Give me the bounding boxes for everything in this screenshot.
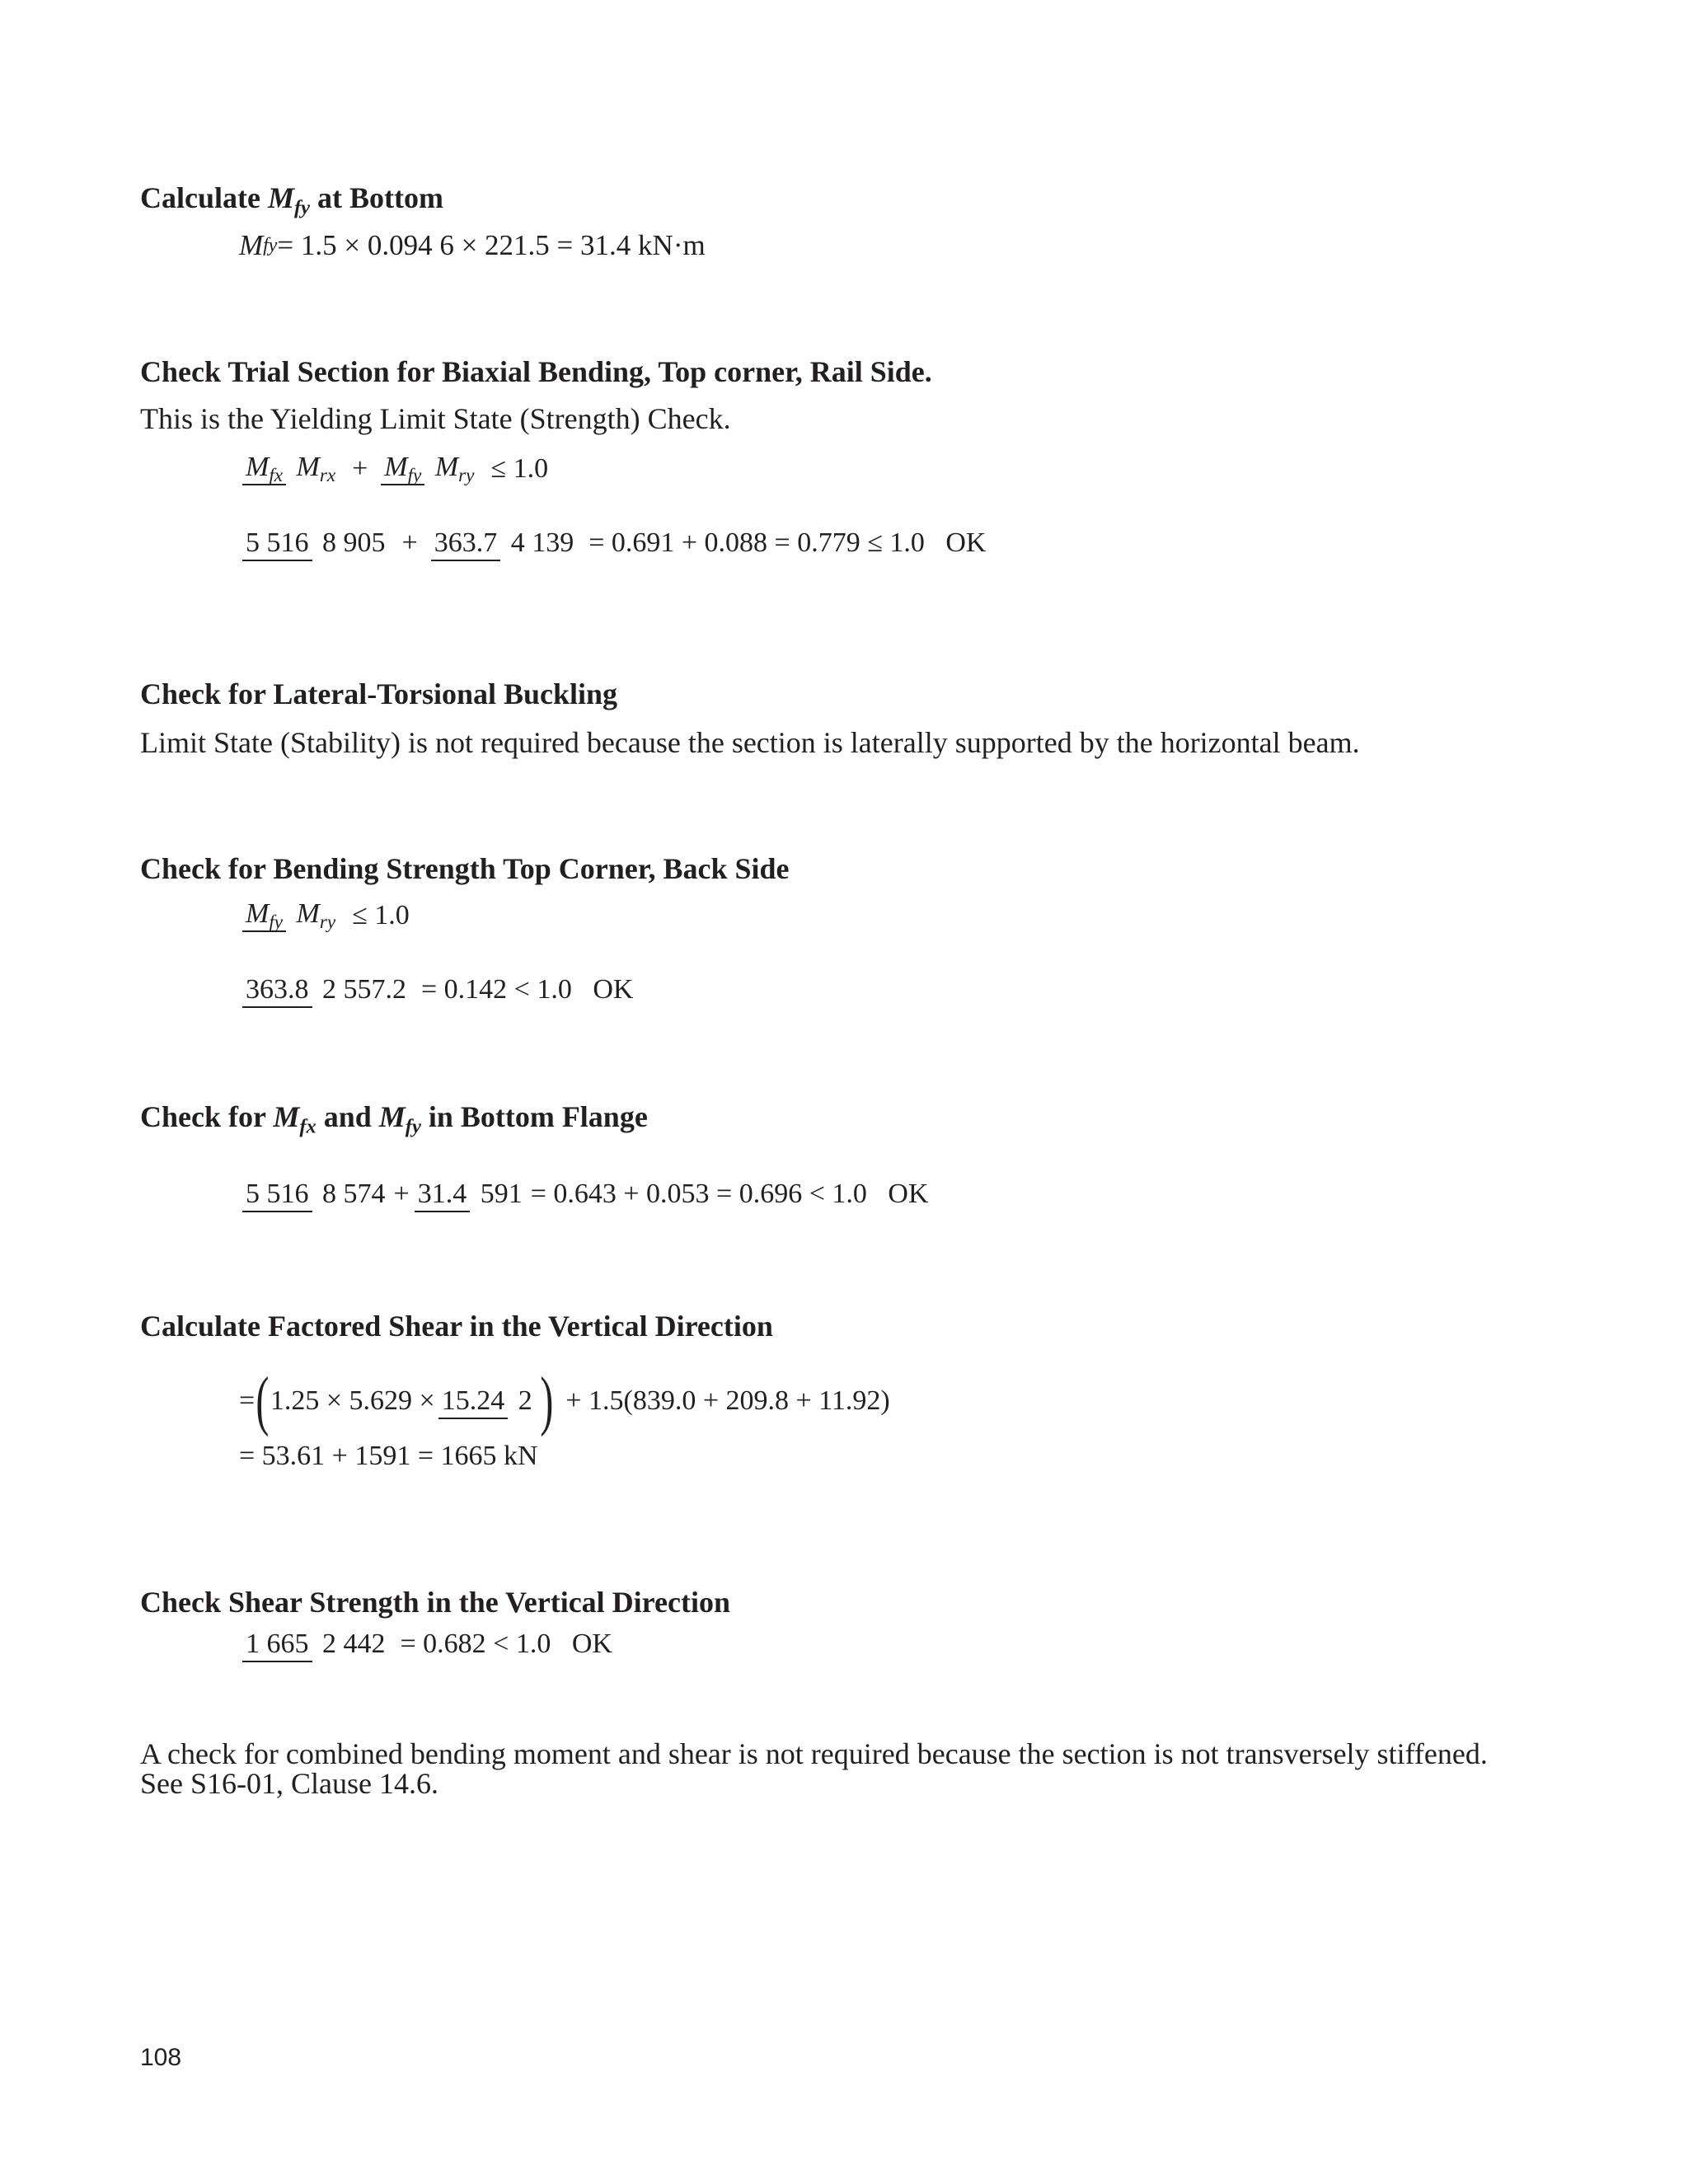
fraction-mfy-mry (381, 452, 477, 485)
symbol-M: M (246, 452, 270, 482)
symbol-M: M (273, 1100, 300, 1133)
symbol-M: M (239, 229, 264, 261)
fraction-314-591 (415, 1179, 526, 1210)
heading-text: and (316, 1100, 379, 1133)
fraction-5516-8905 (242, 527, 389, 559)
result: = 53.61 + 1591 = 1665 kN (239, 1441, 538, 1471)
fraction-1524-2 (438, 1385, 536, 1417)
result: = 0.643 + 0.053 = 0.696 < 1.0 OK (530, 1179, 929, 1209)
subscript: fx (299, 1115, 316, 1138)
heading-text: Calculate (140, 181, 268, 214)
equation-factored-shear-line1 (239, 1365, 890, 1437)
paragraph-stability: Limit State (Stability) is not required because the section is laterally supported by the horizontal beam. (140, 726, 1360, 759)
numerator: 31.4 (415, 1179, 471, 1212)
equation-factored-shear-line2 (239, 1441, 538, 1472)
equation-mfy (239, 229, 706, 262)
heading-text: Check for (140, 1100, 274, 1133)
equation-bending-formula (239, 898, 410, 932)
symbol-M: M (246, 898, 270, 929)
paragraph-yielding-check: This is the Yielding Limit State (Strength) Check. (140, 402, 731, 435)
denominator: 591 (480, 1179, 523, 1209)
equation-rhs: = 1.5 × 0.094 6 × 221.5 = 31.4 kN·m (277, 229, 706, 261)
denominator: 2 442 (322, 1629, 386, 1659)
symbol-M: M (267, 181, 294, 214)
paragraph-combined-check-line2: See S16-01, Clause 14.6. (140, 1767, 438, 1800)
heading-calculate-mfy (140, 180, 443, 226)
numerator: 15.24 (438, 1385, 509, 1419)
denominator: 2 557.2 (322, 974, 406, 1005)
plus-sign: + (401, 527, 418, 558)
symbol-M: M (378, 1100, 406, 1133)
subscript: fy (405, 1115, 421, 1138)
paragraph-combined-check-line1: A check for combined bending moment and shear is not required because the section is not transversely stiffened. (140, 1737, 1488, 1770)
fraction-mfx-mrx (242, 452, 339, 485)
denominator: 8 905 (322, 527, 386, 558)
fraction-1665-2442 (242, 1629, 389, 1660)
numerator: 1 665 (242, 1629, 312, 1662)
subscript: fy (293, 196, 310, 219)
denominator: 2 (518, 1385, 532, 1416)
numerator: 5 516 (242, 527, 312, 561)
heading-shear-strength: Check Shear Strength in the Vertical Direction (140, 1586, 730, 1619)
subscript: ry (319, 911, 336, 933)
heading-bottom-flange (140, 1099, 648, 1145)
equation-biaxial-formula (239, 452, 548, 485)
subscript: fy (407, 464, 422, 486)
subscript: rx (319, 464, 336, 486)
subscript: fy (269, 911, 284, 933)
heading-factored-shear: Calculate Factored Shear in the Vertical Direction (140, 1310, 773, 1343)
equation-shear-strength (239, 1629, 612, 1660)
fraction-3637-4139 (431, 527, 578, 559)
inequality: ≤ 1.0 (490, 452, 549, 484)
symbol-M: M (384, 452, 408, 482)
heading-lateral-torsional: Check for Lateral-Torsional Buckling (140, 677, 618, 710)
denominator: 4 139 (510, 527, 574, 558)
result: = 0.682 < 1.0 OK (400, 1629, 612, 1659)
equals-sign: = (239, 1385, 256, 1416)
denominator: 8 574 (322, 1179, 386, 1209)
plus-sign: + (352, 452, 368, 484)
result: = 0.142 < 1.0 OK (421, 974, 634, 1005)
inequality: ≤ 1.0 (352, 899, 410, 930)
equation-bottom-flange (239, 1179, 929, 1210)
symbol-M: M (434, 452, 459, 482)
expression: 1.25 × 5.629 × (270, 1385, 435, 1416)
symbol-M: M (296, 452, 320, 482)
plus-sign: + (393, 1179, 410, 1209)
fraction-3638-25572 (242, 974, 410, 1005)
subscript: fy (263, 234, 278, 256)
open-paren: ( (256, 1365, 270, 1437)
symbol-M: M (296, 898, 320, 929)
fraction-mfy-mry (242, 898, 339, 932)
numerator: 5 516 (242, 1179, 312, 1212)
page-number: 108 (140, 2044, 182, 2071)
heading-biaxial-bending: Check Trial Section for Biaxial Bending, Top corner, Rail Side. (140, 355, 932, 388)
result: = 0.691 + 0.088 = 0.779 ≤ 1.0 OK (588, 527, 987, 558)
subscript: fx (269, 464, 284, 486)
equation-bending-values (239, 974, 633, 1005)
close-paren: ) (540, 1365, 553, 1437)
numerator: 363.7 (431, 527, 501, 561)
heading-text: in Bottom Flange (420, 1100, 648, 1133)
heading-text: at Bottom (310, 181, 443, 214)
equation-biaxial-values (239, 527, 986, 559)
fraction-5516-8574 (242, 1179, 389, 1210)
expression: + 1.5(839.0 + 209.8 + 11.92) (565, 1385, 890, 1416)
numerator: 363.8 (242, 974, 312, 1008)
heading-bending-strength: Check for Bending Strength Top Corner, Back Side (140, 852, 790, 885)
subscript: ry (458, 464, 475, 486)
